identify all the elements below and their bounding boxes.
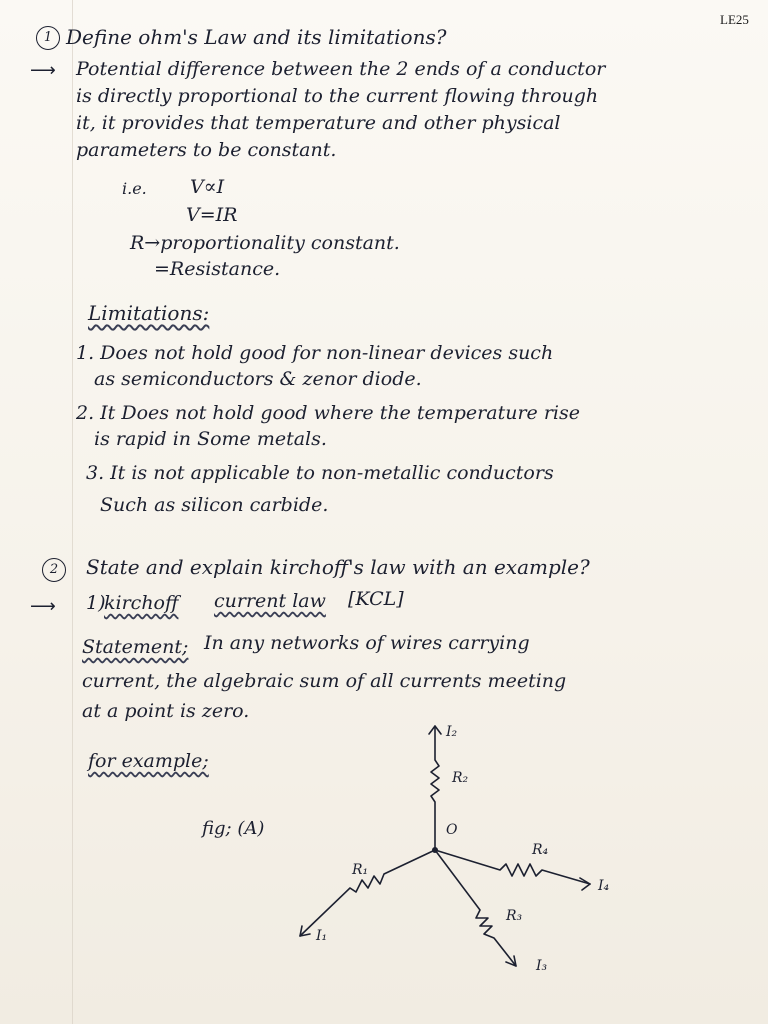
statement-label: Statement; — [82, 636, 189, 658]
resistor-label-r3: R₃ — [506, 908, 523, 924]
page-code: LE25 — [720, 12, 749, 27]
limitation-1-line-1: 1. Does not hold good for non-linear devices such — [76, 342, 554, 364]
formula-proportional: V∝I — [190, 176, 225, 198]
node-o — [432, 847, 438, 853]
branch-r3-wire — [435, 850, 516, 966]
answer-2-arrow: ⟶ — [30, 596, 56, 617]
ie-label: i.e. — [122, 179, 147, 198]
current-label-i2: I₂ — [446, 724, 458, 740]
answer-1-line-3: it, it provides that temperature and other physical — [76, 112, 561, 134]
resistor-label-r2: R₂ — [452, 770, 469, 786]
branch-r2-wire — [431, 726, 439, 850]
limitation-2-line-1: 2. It Does not hold good where the temperature rise — [76, 402, 580, 424]
kcl-tag: [KCL] — [348, 588, 404, 610]
kcl-word-kirchoff: kirchoff — [104, 592, 179, 614]
limitation-3-line-2: Such as silicon carbide. — [100, 494, 329, 516]
answer-1-arrow: ⟶ — [30, 60, 56, 81]
question-1-text: Define ohm's Law and its limitations? — [66, 25, 447, 49]
node-label-o: O — [446, 822, 458, 838]
r-resistance: =Resistance. — [154, 258, 281, 280]
example-label: for example; — [88, 750, 209, 772]
statement-line-2: current, the algebraic sum of all currents meeting — [82, 670, 567, 692]
question-2-number: 2 — [42, 558, 66, 582]
answer-1-line-2: is directly proportional to the current flowing through — [76, 85, 599, 107]
limitation-2-line-2: is rapid in Some metals. — [94, 428, 327, 450]
answer-1-line-1: Potential difference between the 2 ends of a conductor — [76, 58, 606, 80]
margin-line — [72, 0, 73, 1024]
limitation-3-line-1: 3. It is not applicable to non-metallic conductors — [86, 462, 554, 484]
resistor-label-r1: R₁ — [352, 862, 369, 878]
formula-ohms-law: V=IR — [186, 204, 238, 226]
current-label-i4: I₄ — [598, 878, 610, 894]
limitations-heading: Limitations: — [88, 301, 210, 325]
arrow-i4 — [580, 878, 590, 890]
statement-line-3: at a point is zero. — [82, 700, 250, 722]
resistor-label-r4: R₄ — [532, 842, 549, 858]
kcl-prefix: 1) — [86, 592, 106, 614]
question-2-text: State and explain kirchoff's law with an example? — [86, 555, 590, 579]
question-1-number: 1 — [36, 26, 60, 50]
figure-label: fig; (A) — [202, 818, 265, 839]
current-label-i3: I₃ — [536, 958, 548, 974]
answer-1-line-4: parameters to be constant. — [76, 139, 337, 161]
kcl-word-current-law: current law — [214, 590, 326, 612]
current-label-i1: I₁ — [316, 928, 328, 944]
r-definition: R→proportionality constant. — [130, 232, 400, 254]
branch-r4-wire — [435, 850, 590, 884]
kcl-circuit-diagram — [280, 712, 640, 982]
statement-line-1: In any networks of wires carrying — [204, 632, 530, 654]
limitation-1-line-2: as semiconductors & zenor diode. — [94, 368, 422, 390]
